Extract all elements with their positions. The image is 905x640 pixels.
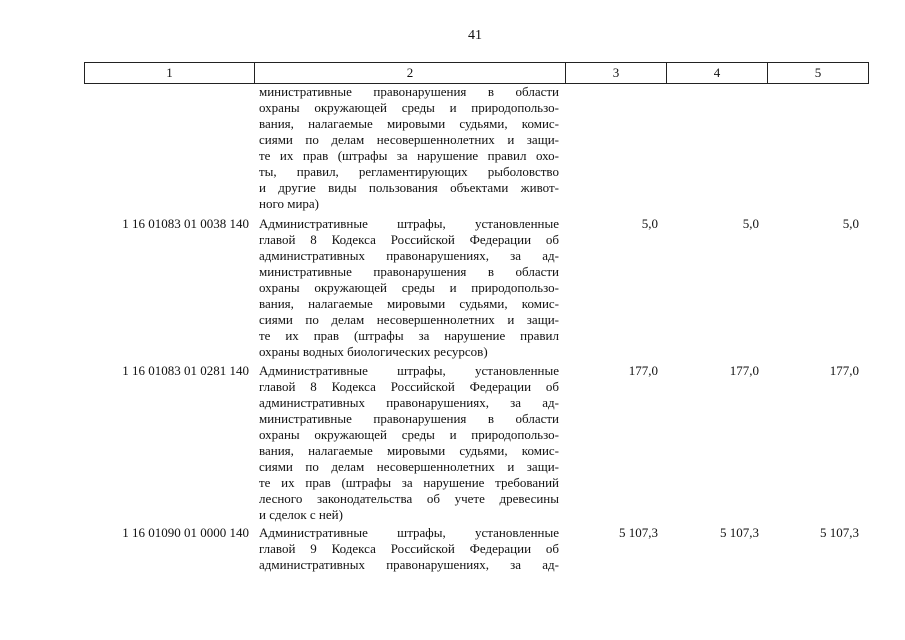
description-line: сиями по делам несовершеннолетних и защи- — [259, 459, 559, 474]
column-header-2: 2 — [255, 63, 566, 84]
description-line: главой 9 Кодекса Российской Федерации об — [259, 541, 559, 556]
row-2-description — [259, 363, 559, 523]
description-line: лесного законодательства об учете древесины — [259, 491, 559, 506]
description-line: охраны окружающей среды и природопользо- — [259, 280, 559, 295]
row-1-value-4: 5,0 — [742, 216, 759, 231]
description-line: министративные правонарушения в области — [259, 84, 559, 99]
row-3-value-3: 5 107,3 — [619, 525, 658, 540]
description-line: министративные правонарушения в области — [259, 264, 559, 279]
column-header-5: 5 — [768, 63, 869, 84]
description-line: вания, налагаемые мировыми судьями, комис- — [259, 116, 559, 131]
description-line: сиями по делам несовершеннолетних и защи- — [259, 132, 559, 147]
row-1-code: 1 16 01083 01 0038 140 — [122, 216, 249, 231]
description-line: охраны окружающей среды и природопользо- — [259, 100, 559, 115]
description-line: Административные штрафы, установленные — [259, 525, 559, 540]
description-line: и другие виды пользования объектами живот- — [259, 180, 559, 195]
row-3-description — [259, 525, 559, 573]
page-number: 41 — [468, 28, 482, 43]
description-line: ного мира) — [259, 196, 319, 211]
description-line: административных правонарушениях, за ад- — [259, 248, 559, 263]
row-2-value-5: 177,0 — [829, 363, 859, 378]
column-header-4: 4 — [667, 63, 768, 84]
column-header-1: 1 — [85, 63, 255, 84]
row-1-description — [259, 216, 559, 360]
row-1-value-5: 5,0 — [842, 216, 859, 231]
description-line: Административные штрафы, установленные — [259, 216, 559, 231]
description-line: Административные штрафы, установленные — [259, 363, 559, 378]
description-line: и сделок с ней) — [259, 507, 343, 522]
row-3-value-5: 5 107,3 — [820, 525, 859, 540]
row-2-code: 1 16 01083 01 0281 140 — [122, 363, 249, 378]
description-line: главой 8 Кодекса Российской Федерации об — [259, 232, 559, 247]
row-1-value-3: 5,0 — [641, 216, 658, 231]
row-3-code: 1 16 01090 01 0000 140 — [122, 525, 249, 540]
header-row — [85, 63, 869, 84]
column-header-3: 3 — [566, 63, 667, 84]
description-line: вания, налагаемые мировыми судьями, комис- — [259, 296, 559, 311]
description-line: те их прав (штрафы за нарушение правил охо- — [259, 148, 559, 163]
description-line: вания, налагаемые мировыми судьями, комис- — [259, 443, 559, 458]
description-line: охраны водных биологических ресурсов) — [259, 344, 488, 359]
continuation-description — [259, 84, 559, 212]
description-line: административных правонарушениях, за ад- — [259, 557, 559, 572]
description-line: те их прав (штрафы за нарушение правил — [259, 328, 559, 343]
description-line: министративные правонарушения в области — [259, 411, 559, 426]
description-line: сиями по делам несовершеннолетних и защи- — [259, 312, 559, 327]
table-header — [84, 62, 869, 84]
row-3-value-4: 5 107,3 — [720, 525, 759, 540]
description-line: главой 8 Кодекса Российской Федерации об — [259, 379, 559, 394]
description-line: те их прав (штрафы за нарушение требований — [259, 475, 559, 490]
description-line: охраны окружающей среды и природопользо- — [259, 427, 559, 442]
description-line: ты, правил, регламентирующих рыболовство — [259, 164, 559, 179]
row-2-value-4: 177,0 — [729, 363, 759, 378]
row-2-value-3: 177,0 — [628, 363, 658, 378]
description-line: административных правонарушениях, за ад- — [259, 395, 559, 410]
